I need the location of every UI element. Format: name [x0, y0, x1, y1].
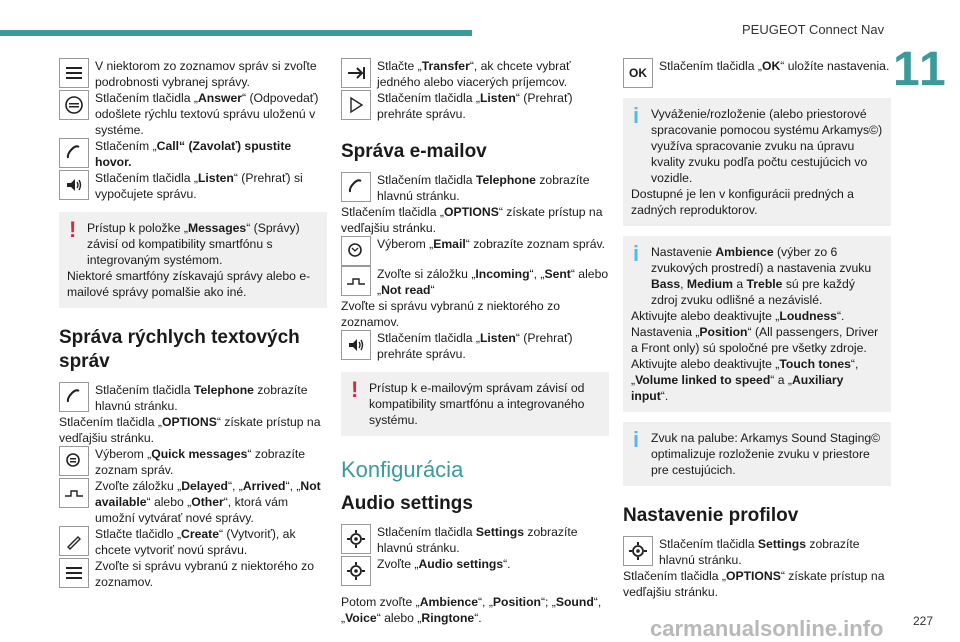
text-bold: Volume linked to speed	[635, 373, 771, 387]
paragraph: Zvoľte si správu vybranú z niektorého zo zoznamov.	[341, 299, 560, 329]
text-bold: Audio settings	[418, 557, 504, 571]
text-part: “ zobrazíte zoznam správ.	[95, 447, 305, 477]
text-part: “, „	[529, 267, 545, 281]
text-part: “, „	[227, 479, 243, 493]
chapter-number: 11	[893, 43, 948, 96]
section-heading: Správa e-mailov	[341, 141, 487, 162]
text-bold: Sound	[555, 595, 594, 609]
section-heading: Správa rýchlych textových správ	[59, 327, 300, 372]
text-part: “ (Prehrať) si vypočujete správu.	[95, 171, 303, 201]
info-icon: i	[633, 103, 640, 128]
info-icon: i	[633, 427, 640, 452]
text-part: “, „	[285, 479, 301, 493]
text-bold: Create	[181, 527, 219, 541]
text-bold: OPTIONS	[725, 569, 781, 583]
phone-icon	[59, 138, 89, 168]
text-bold: Not available	[95, 479, 321, 509]
text-part: “, „	[341, 595, 602, 625]
text-part: “ (Prehrať) prehráte správu.	[377, 91, 573, 121]
text-part: “ alebo „	[146, 495, 192, 509]
text-part: “, „	[478, 595, 493, 609]
info-text: Vyváženie/rozloženie (alebo priestorové spracovanie pomocou systému Arkamys©) využíva spracovanie zvuku na úpravu kvality zvuku podľa počtu cestujúcich vo vozidle.	[651, 107, 883, 185]
phone-icon	[341, 172, 371, 202]
text-bold: Position	[699, 325, 748, 339]
text-part: Stlačením tlačidla „	[95, 91, 198, 105]
text-bold: Position	[492, 595, 541, 609]
text-part: Výberom „	[95, 447, 152, 461]
text-part: Stlačením tlačidla „	[341, 205, 444, 219]
text-bold: Touch tones	[779, 357, 851, 371]
pencil-icon	[59, 526, 89, 556]
text-part: Zvoľte si záložku „	[377, 267, 476, 281]
text-part: “, „	[631, 357, 859, 387]
text-part: “.	[836, 309, 845, 323]
page-number: 227	[913, 614, 934, 628]
settings-icon	[623, 536, 653, 566]
warning-box	[341, 372, 609, 436]
text-bold: Messages	[187, 221, 247, 235]
text-part: Potom zvoľte „	[341, 595, 420, 609]
text-part: Aktivujte alebo deaktivujte „	[631, 357, 780, 371]
text-bold: Listen	[197, 171, 234, 185]
text-part: “; „	[540, 595, 556, 609]
text-bold: OPTIONS	[161, 415, 217, 429]
text-part: Stlačením „	[95, 139, 157, 153]
text-part: “	[430, 283, 435, 297]
text-part: Stlačením tlačidla „	[59, 415, 162, 429]
text-part: “ uložíte nastavenia.	[780, 59, 890, 73]
text-part: “, ktorá vám umožní vytvárať nové správy.	[95, 495, 289, 525]
text-bold: Telephone	[475, 173, 536, 187]
warning-icon: !	[69, 217, 77, 242]
list-icon	[59, 558, 89, 588]
text-bold: Loudness	[779, 309, 837, 323]
warning-icon: !	[351, 377, 359, 402]
phone-icon	[59, 382, 89, 412]
text-bold: Ambience	[419, 595, 478, 609]
text-bold: Listen	[479, 91, 516, 105]
paragraph	[341, 204, 609, 236]
text-part: Stlačením tlačidla „	[659, 59, 762, 73]
text-part: sú pre každý zdroj zvuku odlišné a nezávislé.	[651, 277, 855, 307]
text-part: zobrazíte hlavnú stránku.	[659, 537, 860, 567]
text-bold: Ambience	[715, 245, 774, 259]
paragraph	[341, 594, 609, 626]
text-part: “ zobrazíte zoznam správ.	[465, 237, 606, 251]
text-part: “ získate prístup na vedľajšiu stránku.	[623, 569, 885, 599]
text-part: “ alebo „	[377, 267, 609, 297]
text-bold: Treble	[746, 277, 783, 291]
list-item	[59, 58, 327, 90]
text-part: “.	[503, 557, 511, 571]
text-part: “ (Správy) závisí od kompatibility smartfónu s integrovaným systémom.	[87, 221, 300, 267]
info-box	[623, 236, 891, 412]
text-bold: Not read	[381, 283, 431, 297]
text-part: ,	[680, 277, 687, 291]
text-bold: Transfer	[421, 59, 470, 73]
play-icon	[341, 90, 371, 120]
column-2	[341, 58, 609, 626]
ok-label: OK	[629, 66, 647, 80]
list-item	[59, 526, 327, 558]
text-bold: Incoming	[475, 267, 530, 281]
audio-settings-icon	[341, 556, 371, 586]
text-part: “ alebo „	[376, 611, 422, 625]
text-part: Stlačením tlačidla „	[623, 569, 726, 583]
text-bold: Email	[433, 237, 466, 251]
text-part: zobrazíte hlavnú stránku.	[95, 383, 308, 413]
tab-icon	[59, 478, 89, 508]
list-item	[341, 266, 609, 298]
watermark: carmanualsonline.info	[650, 616, 884, 641]
text-bold: Ringtone	[421, 611, 475, 625]
text-part: “.	[660, 389, 669, 403]
text-bold: Voice	[345, 611, 377, 625]
info-box	[623, 98, 891, 226]
info-text: Dostupné je len v konfigurácii predných a zadných reproduktorov.	[631, 187, 854, 217]
text-bold: Quick messages	[151, 447, 248, 461]
text-part: a	[732, 277, 747, 291]
list-item	[341, 330, 609, 362]
list-item	[59, 170, 327, 202]
warning-box	[59, 212, 327, 308]
text-part: Prístup k položke „	[87, 221, 188, 235]
instruction-text: Zvoľte si správu vybranú z niektorého zo zoznamov.	[95, 559, 314, 589]
text-bold: Settings	[757, 537, 806, 551]
speaker-icon	[59, 170, 89, 200]
list-item	[59, 446, 327, 478]
text-part: Stlačením tlačidla	[659, 537, 758, 551]
tab-icon	[341, 266, 371, 296]
warning-text: Prístup k e-mailovým správam závisí od kompatibility smartfónu a integrovaného systému.	[369, 381, 585, 427]
list-item	[59, 558, 327, 590]
email-icon	[341, 236, 371, 266]
text-bold: Settings	[475, 525, 524, 539]
list-item	[59, 90, 327, 138]
paragraph	[59, 414, 327, 446]
transfer-icon	[341, 58, 371, 88]
reply-icon	[59, 90, 89, 120]
text-part: “ získate prístup na vedľajšiu stránku.	[341, 205, 603, 235]
text-part: Stlačením tlačidla	[95, 383, 194, 397]
text-part: Stlačte „	[377, 59, 422, 73]
text-bold: OK	[761, 59, 781, 73]
list-item	[623, 58, 891, 88]
text-part: Zvoľte záložku „	[95, 479, 182, 493]
instruction-text: V niektorom zo zoznamov správ si zvoľte podrobnosti vybranej správy.	[95, 59, 317, 89]
info-icon: i	[633, 241, 640, 266]
text-bold: OPTIONS	[443, 205, 499, 219]
list-item	[341, 172, 609, 204]
text-part: “.	[474, 611, 482, 625]
text-part: “ získate prístup na vedľajšiu stránku.	[59, 415, 321, 445]
text-part: zobrazíte hlavnú stránku.	[377, 525, 578, 555]
text-bold: Sent	[544, 267, 571, 281]
column-1	[59, 58, 327, 590]
text-bold: Medium	[686, 277, 733, 291]
info-text: Zvuk na palube: Arkamys Sound Staging© optimalizuje rozloženie zvuku v priestore pre cestujúcich.	[651, 431, 881, 477]
speaker-icon	[341, 330, 371, 360]
text-part: Stlačením tlačidla „	[377, 91, 480, 105]
text-part: “ a „	[770, 373, 792, 387]
ok-icon	[623, 58, 653, 88]
text-part: “, ak chcete vybrať jedného alebo viacerých príjemcov.	[377, 59, 571, 89]
text-part: Nastavenia „	[631, 325, 700, 339]
section-heading: Nastavenie profilov	[623, 505, 799, 526]
column-3	[623, 58, 891, 600]
text-bold: Listen	[479, 331, 516, 345]
chapter-heading: Konfigurácia	[341, 457, 464, 482]
list-item	[59, 382, 327, 414]
text-part: Nastavenie	[651, 245, 716, 259]
text-bold: Other	[191, 495, 224, 509]
list-item	[59, 138, 327, 170]
list-item	[623, 536, 891, 568]
text-bold: Bass	[651, 277, 681, 291]
message-settings-icon	[59, 446, 89, 476]
list-icon	[59, 58, 89, 88]
text-part: zobrazíte hlavnú stránku.	[377, 173, 590, 203]
text-part: (výber zo 6 zvukových prostredí) a nastavenia zvuku	[651, 245, 872, 275]
header-title: PEUGEOT Connect Nav	[742, 22, 885, 37]
text-part: Stlačením tlačidla	[377, 173, 476, 187]
list-item	[341, 58, 609, 90]
text-bold: Telephone	[193, 383, 254, 397]
text-part: Stlačením tlačidla	[377, 525, 476, 539]
settings-icon	[341, 524, 371, 554]
text-part: “ (Prehrať) prehráte správu.	[377, 331, 573, 361]
list-item	[341, 90, 609, 122]
text-bold: Auxiliary input	[631, 373, 844, 403]
text-bold: Answer	[197, 91, 242, 105]
header-accent-bar	[0, 30, 472, 36]
text-part: Výberom „	[377, 237, 434, 251]
list-item	[341, 236, 609, 266]
text-bold: Delayed	[181, 479, 228, 493]
list-item	[59, 478, 327, 526]
text-part: Stlačením tlačidla „	[95, 171, 198, 185]
list-item	[341, 524, 609, 556]
text-part: “ (Vytvoriť), ak chcete vytvoriť novú správu.	[95, 527, 296, 557]
text-part: “ (All passengers, Driver a Front only) sú spoločné pre všetky zdroje.	[631, 325, 879, 355]
warning-text: Niektoré smartfóny získavajú správy alebo e-mailové správy pomalšie ako iné.	[67, 269, 311, 299]
text-bold: Arrived	[242, 479, 286, 493]
text-part: Aktivujte alebo deaktivujte „	[631, 309, 780, 323]
text-bold: Call“ (Zavolať) spustite hovor.	[95, 139, 292, 169]
section-heading: Audio settings	[341, 493, 473, 514]
paragraph	[623, 568, 891, 600]
list-item	[341, 556, 609, 586]
text-part: Stlačením tlačidla „	[377, 331, 480, 345]
text-part: Zvoľte „	[377, 557, 419, 571]
text-part: Stlačte tlačidlo „	[95, 527, 182, 541]
text-part: “ (Odpovedať) odošlete rýchlu textovú správu uloženú v systéme.	[95, 91, 319, 137]
info-box	[623, 422, 891, 486]
